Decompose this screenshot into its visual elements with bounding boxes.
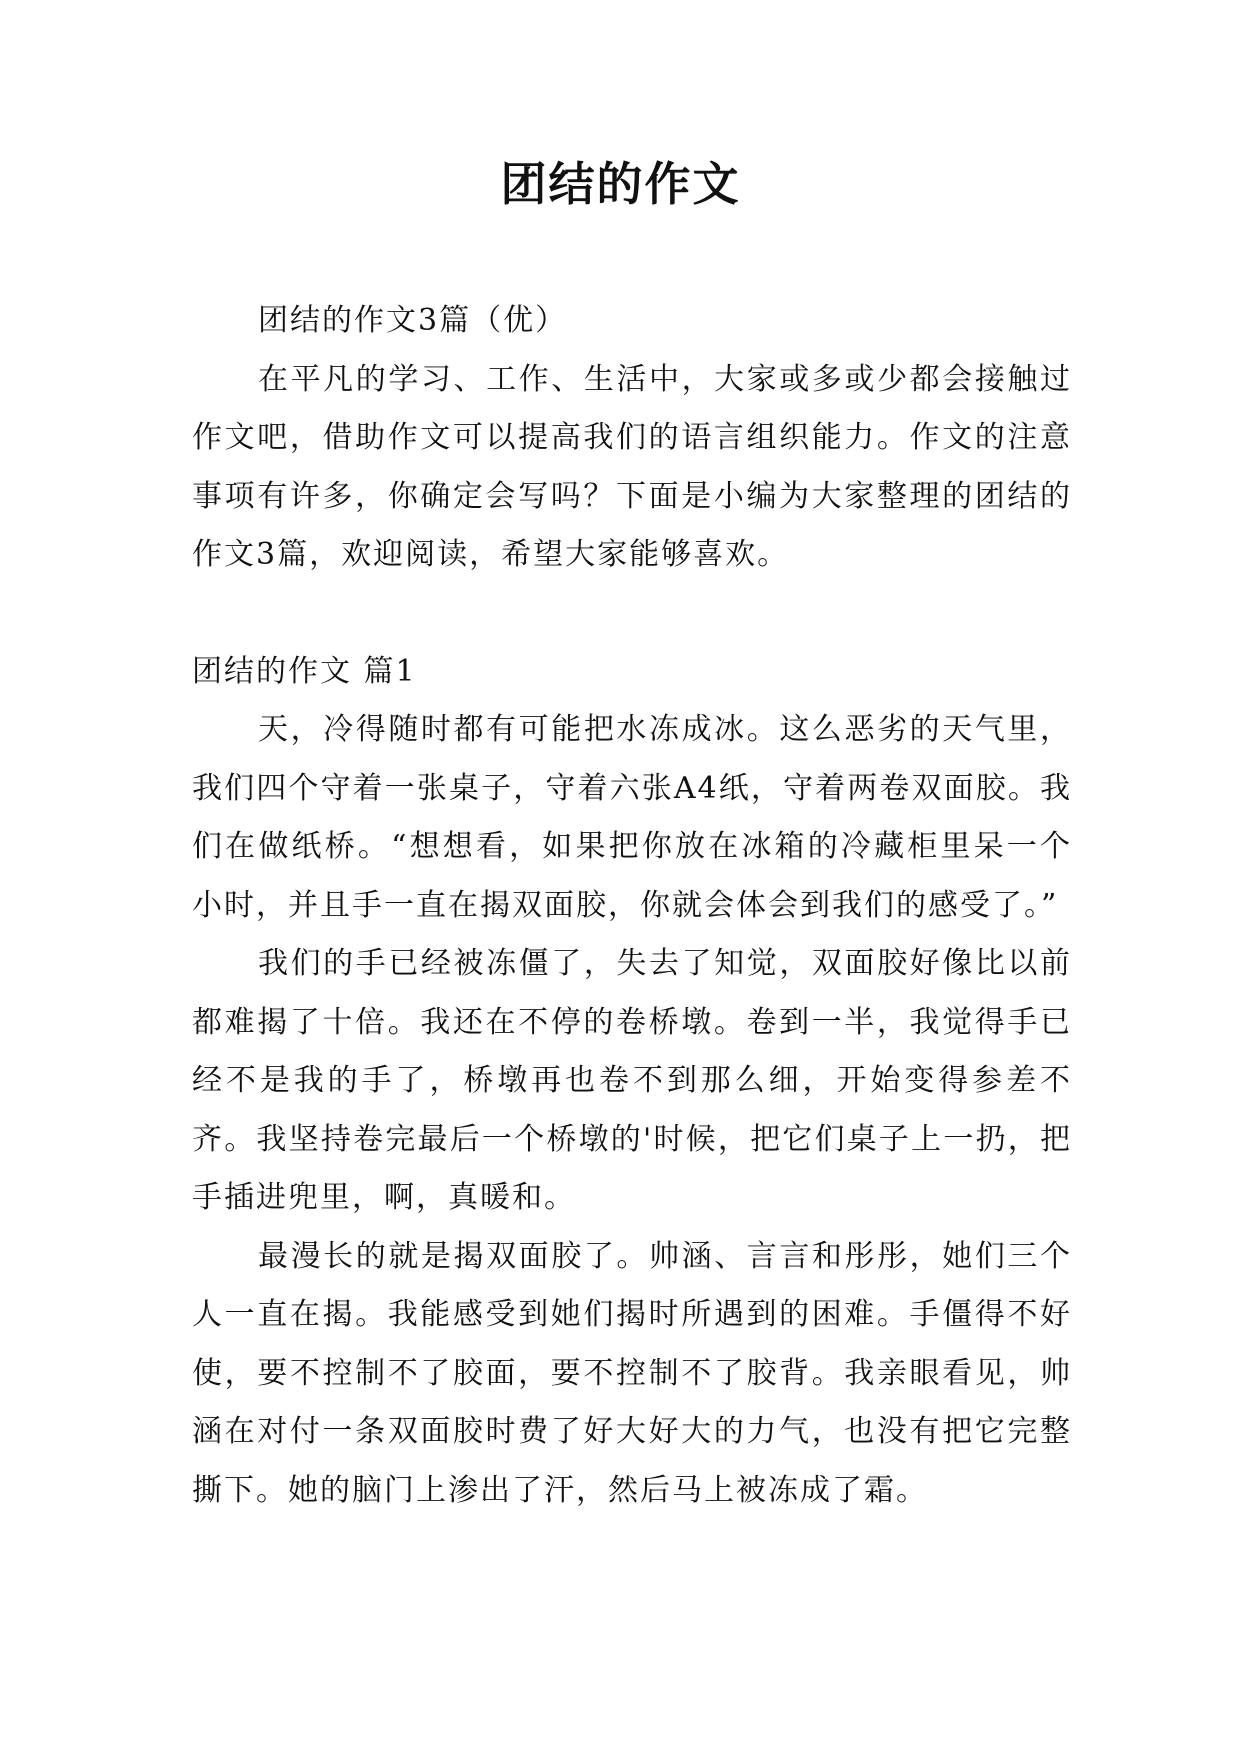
intro-heading: 团结的作文3篇（优） [258, 303, 568, 338]
body-paragraph: 我们的手已经被冻僵了，失去了知觉，双面胶好像比以前都难揭了十倍。我还在不停的卷桥墩。卷到一半，我觉得手已经不是我的手了，桥墩再也卷不到那么细，开始变得参差不齐。我坚持卷完最后一个桥墩的'时候，把它们桌子上一扔，把手插进兜里，啊，真暖和。 [192, 946, 1072, 1215]
document-body [192, 292, 1072, 1520]
intro-paragraph: 在平凡的学习、工作、生活中，大家或多或少都会接触过作文吧，借助作文可以提高我们的语言组织能力。作文的注意事项有许多，你确定会写吗？下面是小编为大家整理的团结的作文3篇，欢迎阅读，希望大家能够喜欢。 [192, 361, 1072, 572]
body-paragraph: 最漫长的就是揭双面胶了。帅涵、言言和彤彤，她们三个人一直在揭。我能感受到她们揭时所遇到的困难。手僵得不好使，要不控制不了胶面，要不控制不了胶背。我亲眼看见，帅涵在对付一条双面胶时费了好大好大的力气，也没有把它完整撕下。她的脑门上渗出了汗，然后马上被冻成了霜。 [192, 1238, 1072, 1508]
body-paragraph: 天，冷得随时都有可能把水冻成冰。这么恶劣的天气里，我们四个守着一张桌子，守着六张A4纸，守着两卷双面胶。我们在做纸桥。“想想看，如果把你放在冰箱的冷藏柜里呆一个小时，并且手一直在揭双面胶，你就会体会到我们的感受了。” [192, 712, 1072, 923]
section-heading: 团结的作文 篇1 [192, 653, 417, 689]
document-title: 团结的作文 [500, 157, 741, 211]
